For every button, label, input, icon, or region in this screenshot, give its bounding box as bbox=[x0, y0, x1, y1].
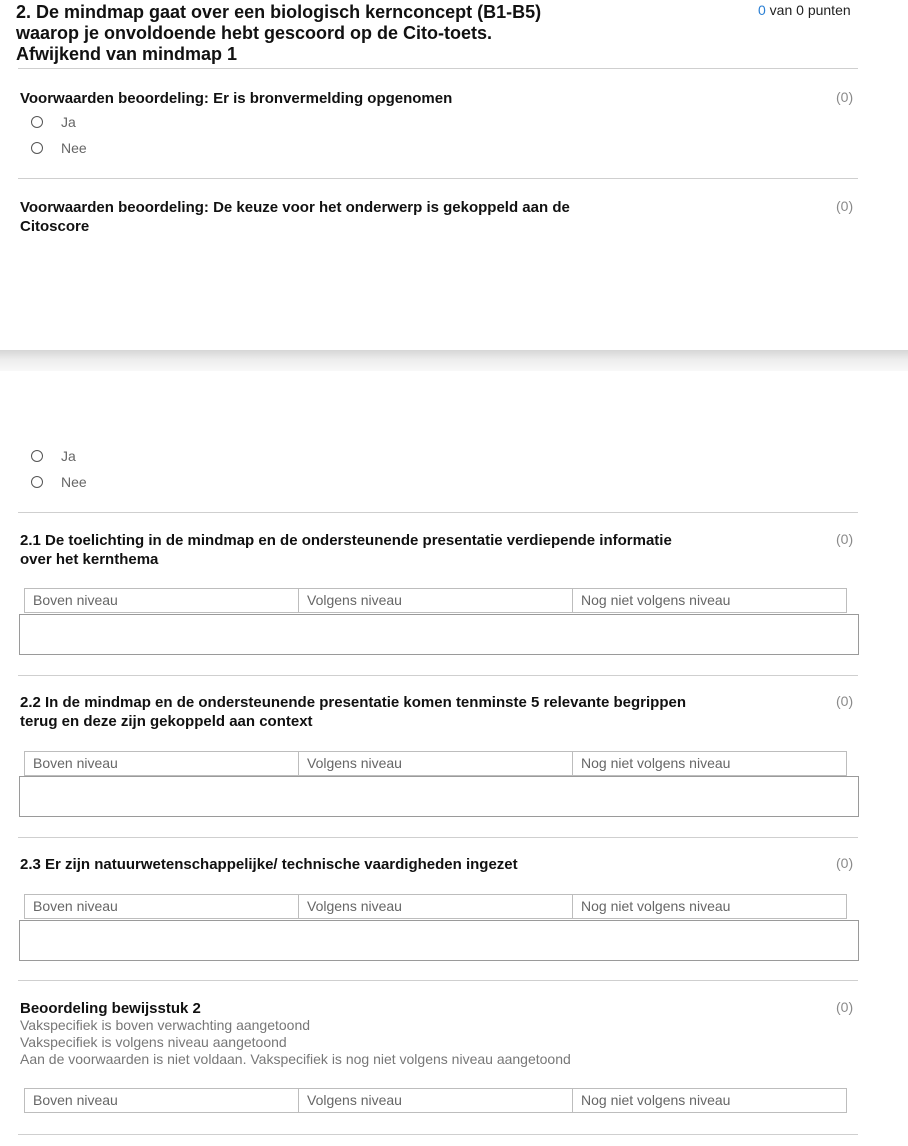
level-option-boven[interactable]: Boven niveau bbox=[25, 752, 299, 775]
assessment-description-volgens: Vakspecifiek is volgens niveau aangetoond bbox=[20, 1034, 287, 1050]
radio-option-ja[interactable] bbox=[31, 448, 76, 464]
answer-box[interactable] bbox=[19, 776, 859, 817]
level-options bbox=[24, 588, 847, 613]
condition-score: (0) bbox=[836, 198, 854, 214]
criterion-score: (0) bbox=[836, 693, 854, 709]
divider bbox=[18, 178, 858, 179]
level-option-nog-niet[interactable]: Nog niet volgens niveau bbox=[581, 755, 731, 771]
condition-score: (0) bbox=[836, 89, 854, 105]
condition-title: Voorwaarden beoordeling: De keuze voor het onderwerp is gekoppeld aan de Citoscore bbox=[20, 199, 570, 235]
radio-button[interactable] bbox=[31, 450, 43, 462]
divider bbox=[18, 68, 858, 69]
points-total: van 0 punten bbox=[765, 2, 851, 18]
radio-label: Ja bbox=[61, 448, 76, 464]
level-option-volgens[interactable]: Volgens niveau bbox=[299, 589, 573, 612]
level-option-boven[interactable]: Boven niveau bbox=[25, 589, 299, 612]
criterion-title: 2.3 Er zijn natuurwetenschappelijke/ technische vaardigheden ingezet bbox=[20, 856, 518, 873]
assessment-description-boven: Vakspecifiek is boven verwachting aangetoond bbox=[20, 1017, 311, 1033]
points-summary bbox=[758, 2, 851, 18]
radio-button[interactable] bbox=[31, 142, 43, 154]
radio-button[interactable] bbox=[31, 476, 43, 488]
criterion-title: 2.1 De toelichting in de mindmap en de ondersteunende presentatie verdiepende informatie over het kernthema bbox=[20, 532, 672, 568]
radio-button[interactable] bbox=[31, 116, 43, 128]
answer-box[interactable] bbox=[19, 920, 859, 961]
condition-title: Voorwaarden beoordeling: Er is bronvermelding opgenomen bbox=[20, 90, 453, 107]
level-option-nog-niet[interactable]: Nog niet volgens niveau bbox=[581, 592, 731, 608]
divider bbox=[18, 837, 858, 838]
assessment-score: (0) bbox=[836, 999, 854, 1015]
radio-label: Nee bbox=[61, 474, 87, 490]
radio-label: Nee bbox=[61, 140, 87, 156]
divider bbox=[18, 980, 858, 981]
level-options bbox=[24, 894, 847, 919]
assessment-title: Beoordeling bewijsstuk 2 bbox=[20, 1000, 201, 1017]
level-option-volgens[interactable]: Volgens niveau bbox=[299, 752, 573, 775]
radio-option-ja[interactable] bbox=[31, 114, 76, 130]
radio-label: Ja bbox=[61, 114, 76, 130]
assessment-description-nog-niet: Aan de voorwaarden is niet voldaan. Vakspecifiek is nog niet volgens niveau aangetoond bbox=[20, 1051, 571, 1067]
level-option-nog-niet[interactable]: Nog niet volgens niveau bbox=[581, 898, 731, 914]
level-option-nog-niet[interactable]: Nog niet volgens niveau bbox=[581, 1092, 731, 1108]
answer-box[interactable] bbox=[19, 614, 859, 655]
divider bbox=[18, 512, 858, 513]
radio-option-nee[interactable] bbox=[31, 474, 87, 490]
points-earned: 0 bbox=[758, 2, 766, 18]
criterion-title: 2.2 In de mindmap en de ondersteunende presentatie komen tenminste 5 relevante begrippen terug en deze zijn gekoppeld aan context bbox=[20, 694, 687, 730]
level-option-volgens[interactable]: Volgens niveau bbox=[299, 1089, 573, 1112]
criterion-score: (0) bbox=[836, 531, 854, 547]
radio-option-nee[interactable] bbox=[31, 140, 87, 156]
level-options bbox=[24, 751, 847, 776]
criterion-score: (0) bbox=[836, 855, 854, 871]
question-title: 2. De mindmap gaat over een biologisch kernconcept (B1-B5) waarop je onvoldoende hebt gescoord op de Cito-toets. Afwijkend van mindmap 1 bbox=[16, 2, 542, 64]
page-break bbox=[0, 350, 908, 371]
level-option-volgens[interactable]: Volgens niveau bbox=[299, 895, 573, 918]
level-options bbox=[24, 1088, 847, 1113]
level-option-boven[interactable]: Boven niveau bbox=[25, 895, 299, 918]
divider bbox=[18, 1134, 858, 1135]
divider bbox=[18, 675, 858, 676]
level-option-boven[interactable]: Boven niveau bbox=[25, 1089, 299, 1112]
